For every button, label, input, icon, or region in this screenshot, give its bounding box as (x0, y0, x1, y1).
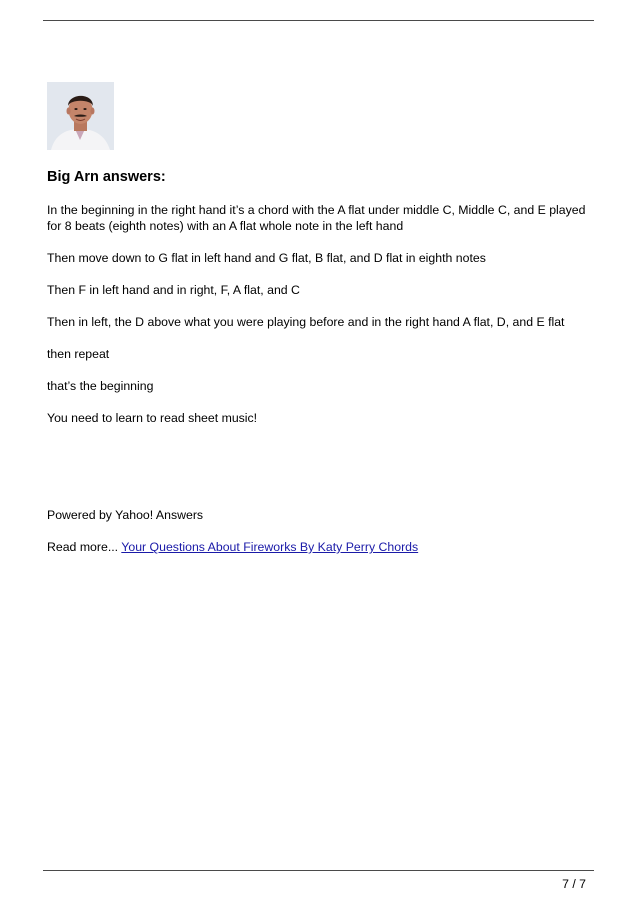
answer-paragraph-5: then repeat (47, 347, 110, 361)
answer-paragraph-4: Then in left, the D above what you were playing before and in the right hand A flat, D, and E flat (47, 315, 565, 329)
answer-paragraph-3: Then F in left hand and in right, F, A flat, and C (47, 283, 300, 297)
footer-rule (43, 870, 594, 871)
answer-paragraph-1: In the beginning in the right hand it’s a chord with the A flat under middle C, Middle C, and E played for 8 beats (eighth notes) with an A flat whole note in the left hand (47, 203, 586, 233)
source-footer (47, 507, 595, 571)
page-number: 7 / 7 (562, 877, 586, 891)
read-more-link[interactable]: Your Questions About Fireworks By Katy Perry Chords (121, 540, 419, 554)
answer-paragraph-6: that’s the beginning (47, 379, 154, 393)
read-more-line (47, 539, 595, 555)
answer-title: Big Arn answers: (47, 169, 166, 185)
read-more-prefix: Read more... (47, 540, 119, 554)
answer-paragraph-7: You need to learn to read sheet music! (47, 411, 258, 425)
answer-block (47, 168, 595, 442)
avatar (47, 82, 114, 150)
avatar-photo-icon (47, 82, 114, 150)
powered-by-text: Powered by Yahoo! Answers (47, 508, 204, 522)
answer-paragraph-2: Then move down to G flat in left hand and G flat, B flat, and D flat in eighth notes (47, 251, 486, 265)
header-rule (43, 20, 594, 21)
